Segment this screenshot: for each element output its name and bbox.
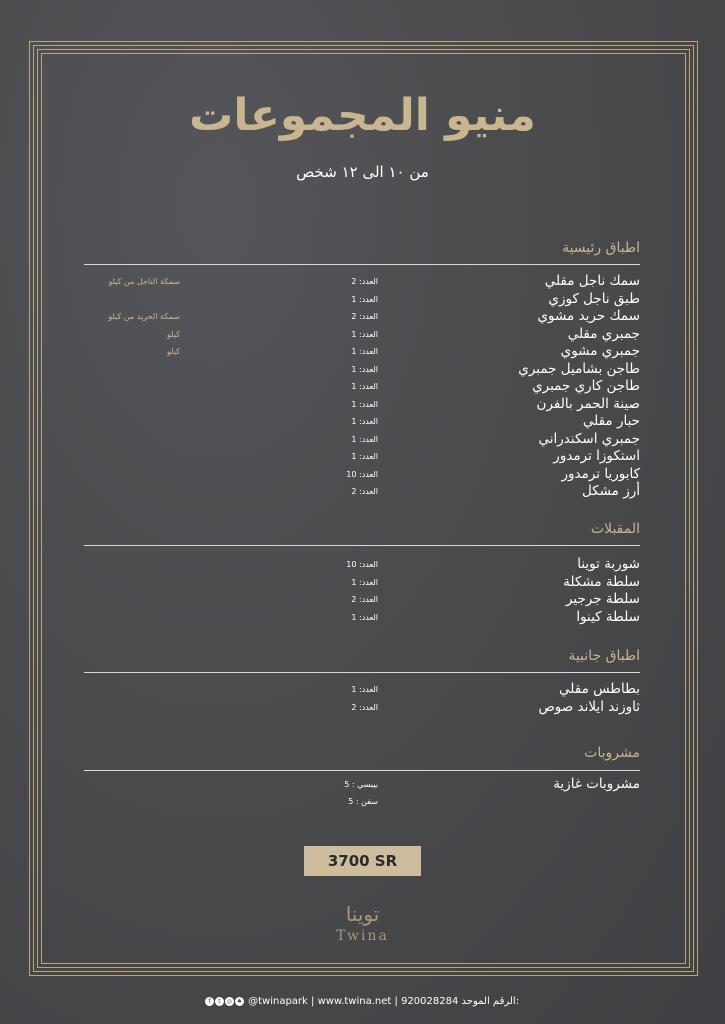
logo-arabic: توينا	[345, 902, 380, 926]
item-name: صينة الحمر بالفرن	[536, 395, 640, 412]
list-item	[84, 273, 640, 290]
list-item	[84, 308, 640, 325]
twitter-icon[interactable]: t	[215, 997, 224, 1006]
section-title: المقبلات	[590, 521, 640, 537]
menu-title: منيو المجموعات	[189, 90, 536, 141]
footer	[180, 994, 544, 1010]
item-quantity: العدد: 2	[351, 595, 378, 604]
instagram-icon[interactable]: ◎	[226, 997, 233, 1005]
item-quantity: العدد: 1	[351, 417, 378, 426]
social-handle[interactable]: @twinapark	[248, 996, 308, 1007]
list-item	[84, 591, 640, 608]
item-note: سمكة الحريد من كيلو	[108, 312, 180, 321]
item-quantity: العدد: 2	[351, 277, 378, 286]
item-name: جمبري مقلي	[567, 325, 640, 342]
item-name: سمك ناجل مقلي	[544, 273, 640, 289]
item-quantity: العدد: 1	[351, 685, 378, 694]
item-quantity: العدد: 10	[346, 560, 378, 569]
item-name: كابوريا ترمدور	[561, 465, 640, 482]
menu-subtitle: من ١٠ الى ١٢ شخص	[296, 163, 429, 181]
list-item	[84, 776, 640, 793]
item-quantity: العدد: 1	[351, 399, 378, 409]
list-item	[84, 396, 640, 413]
list-item	[84, 574, 640, 591]
list-item	[84, 556, 640, 573]
item-quantity: العدد: 1	[351, 329, 378, 339]
section-title: اطباق رئيسية	[562, 240, 640, 256]
list-item	[84, 793, 640, 810]
list-item	[84, 466, 640, 483]
section-divider	[84, 264, 640, 265]
item-name: طاجن كاري جمبري	[532, 378, 640, 394]
footer-separator: |	[311, 996, 315, 1007]
footer-separator: |	[394, 996, 398, 1007]
list-item	[84, 448, 640, 465]
item-quantity: العدد: 1	[351, 347, 378, 356]
item-note: كيلو	[166, 329, 180, 339]
list-item	[84, 699, 640, 716]
item-quantity: سفن : 5	[348, 797, 378, 806]
item-name: جمبري اسكندراني	[538, 430, 640, 447]
item-name: طاجن بشاميل جمبري	[518, 360, 640, 377]
item-quantity: العدد: 1	[351, 612, 378, 622]
inner-frame	[41, 53, 686, 964]
list-item	[84, 326, 640, 343]
item-quantity: العدد: 2	[351, 487, 378, 496]
section-divider	[84, 770, 640, 771]
item-quantity: بيبسي : 5	[344, 780, 378, 789]
item-name: سلطة مشكلة	[563, 573, 640, 590]
website-link[interactable]: www.twina.net	[317, 996, 392, 1007]
list-item	[84, 378, 640, 395]
snapchat-icon[interactable]: ♠	[236, 997, 243, 1005]
item-name: سلطة كينوا	[576, 608, 640, 625]
list-item	[84, 413, 640, 430]
section-divider	[84, 545, 640, 546]
item-name: جمبري مشوي	[560, 343, 640, 359]
logo-latin: Twina	[336, 928, 389, 944]
list-item	[84, 291, 640, 308]
item-name: استكوزا ترمدور	[553, 448, 640, 464]
item-quantity: العدد: 1	[351, 382, 378, 391]
item-quantity: العدد: 1	[351, 452, 378, 461]
item-name: شوربة توينا	[577, 556, 640, 572]
item-quantity: العدد: 1	[351, 577, 378, 587]
item-quantity: العدد: 1	[351, 434, 378, 444]
item-name: أرز مشكل	[581, 483, 640, 499]
phone-number[interactable]: 920028284	[401, 996, 459, 1007]
item-name: ثاوزند ايلاند صوص	[538, 698, 640, 715]
section-title: اطباق جانبية	[568, 648, 640, 664]
list-item	[84, 609, 640, 626]
list-item	[84, 681, 640, 698]
facebook-icon[interactable]: f	[205, 997, 214, 1006]
item-quantity: العدد: 1	[351, 294, 378, 304]
list-item	[84, 431, 640, 448]
item-name: حبار مقلي	[582, 413, 640, 429]
section-divider	[84, 672, 640, 673]
item-note: سمكة الناجل من كيلو	[108, 277, 180, 286]
item-note: كيلو	[166, 347, 180, 356]
list-item	[84, 343, 640, 360]
item-quantity: العدد: 2	[351, 702, 378, 712]
section-title: مشروبات	[584, 745, 640, 761]
list-item	[84, 361, 640, 378]
item-quantity: العدد: 10	[346, 469, 378, 479]
item-name: طبق ناجل كوزي	[548, 290, 640, 307]
item-quantity: العدد: 1	[351, 364, 378, 374]
list-item	[84, 483, 640, 500]
item-name: بطاطس مقلي	[559, 681, 640, 697]
item-quantity: العدد: 2	[351, 312, 378, 321]
price-badge: 3700 SR	[304, 846, 421, 876]
item-name: سلطة جرجير	[565, 591, 640, 607]
item-name: مشروبات غازية	[553, 776, 640, 792]
phone-label: الرقم الموحد:	[461, 996, 520, 1007]
item-name: سمك حريد مشوي	[537, 308, 640, 324]
